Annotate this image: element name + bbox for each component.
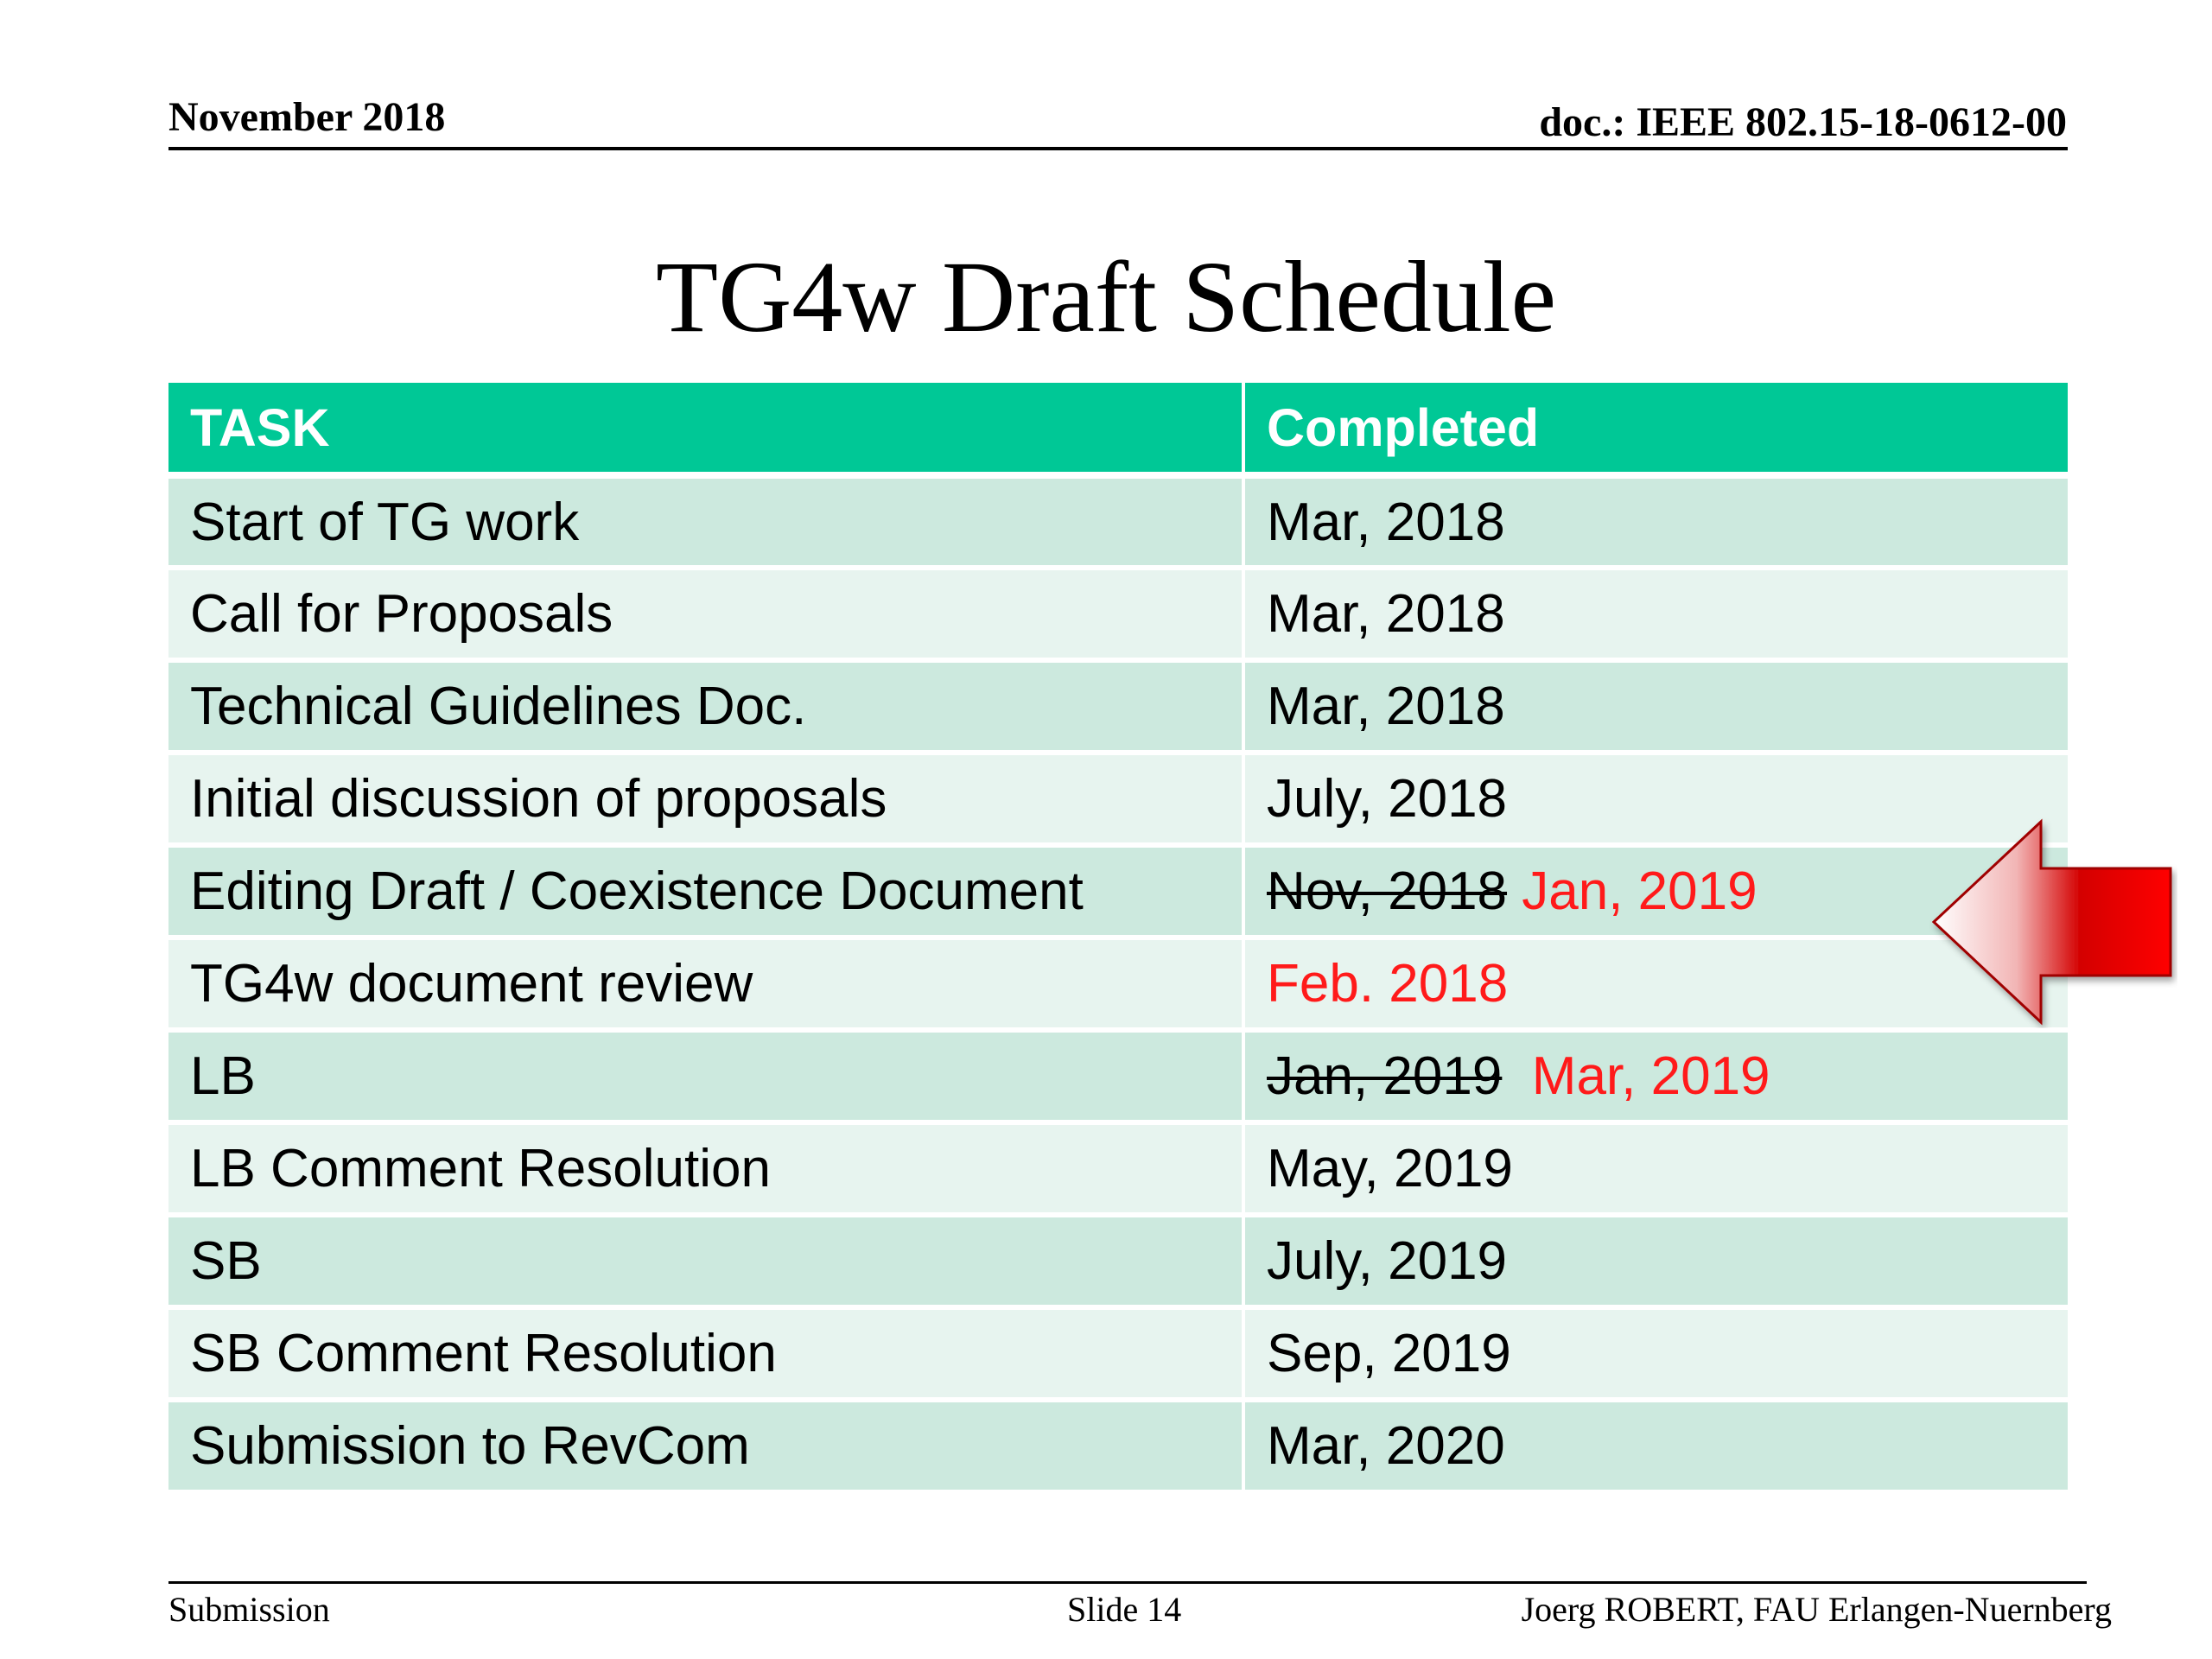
table-row bbox=[168, 1215, 2068, 1307]
header-date: November 2018 bbox=[168, 94, 446, 140]
column-header-task: TASK bbox=[168, 383, 1243, 475]
completed-cell bbox=[1243, 1030, 2068, 1122]
completed-cell: Sep, 2019 bbox=[1243, 1307, 2068, 1400]
task-cell: Call for Proposals bbox=[168, 568, 1243, 660]
table-row bbox=[168, 660, 2068, 753]
completed-cell: May, 2019 bbox=[1243, 1122, 2068, 1215]
new-date: Mar, 2019 bbox=[1531, 1046, 1770, 1106]
new-date: Feb. 2018 bbox=[1267, 954, 1509, 1014]
footer-slide-number: Slide 14 bbox=[1067, 1590, 1182, 1629]
completed-cell: Mar, 2018 bbox=[1243, 475, 2068, 568]
table-row bbox=[168, 1307, 2068, 1400]
slide-title: TG4w Draft Schedule bbox=[655, 240, 1556, 353]
table-row bbox=[168, 568, 2068, 660]
task-cell: TG4w document review bbox=[168, 938, 1243, 1030]
header-doc-id: doc.: IEEE 802.15-18-0612-00 bbox=[1539, 99, 2067, 145]
table-row bbox=[168, 1400, 2068, 1492]
header-rule bbox=[168, 147, 2068, 150]
schedule-table bbox=[168, 383, 2068, 1495]
completed-cell: July, 2018 bbox=[1243, 753, 2068, 845]
old-date: Jan, 2019 bbox=[1267, 1046, 1503, 1106]
table-row bbox=[168, 475, 2068, 568]
completed-cell: Mar, 2018 bbox=[1243, 660, 2068, 753]
left-arrow-icon bbox=[1927, 817, 2177, 1028]
task-cell: LB bbox=[168, 1030, 1243, 1122]
task-cell: Technical Guidelines Doc. bbox=[168, 660, 1243, 753]
table-row bbox=[168, 1122, 2068, 1215]
old-date: Nov, 2018 bbox=[1267, 861, 1508, 921]
task-cell: Editing Draft / Coexistence Document bbox=[168, 845, 1243, 938]
completed-cell: July, 2019 bbox=[1243, 1215, 2068, 1307]
table-header-row bbox=[168, 383, 2068, 475]
footer-author: Joerg ROBERT, FAU Erlangen-Nuernberg bbox=[1521, 1590, 2112, 1629]
footer-submission: Submission bbox=[168, 1590, 330, 1629]
task-cell: Initial discussion of proposals bbox=[168, 753, 1243, 845]
column-header-completed: Completed bbox=[1243, 383, 2068, 475]
table-row bbox=[168, 1030, 2068, 1122]
task-cell: SB Comment Resolution bbox=[168, 1307, 1243, 1400]
completed-cell: Mar, 2020 bbox=[1243, 1400, 2068, 1492]
completed-cell: Mar, 2018 bbox=[1243, 568, 2068, 660]
table-row bbox=[168, 845, 2068, 938]
task-cell: LB Comment Resolution bbox=[168, 1122, 1243, 1215]
new-date: Jan, 2019 bbox=[1522, 861, 1758, 921]
footer-rule bbox=[168, 1581, 2087, 1584]
task-cell: Submission to RevCom bbox=[168, 1400, 1243, 1492]
task-cell: SB bbox=[168, 1215, 1243, 1307]
task-cell: Start of TG work bbox=[168, 475, 1243, 568]
table-row bbox=[168, 753, 2068, 845]
table-row bbox=[168, 938, 2068, 1030]
